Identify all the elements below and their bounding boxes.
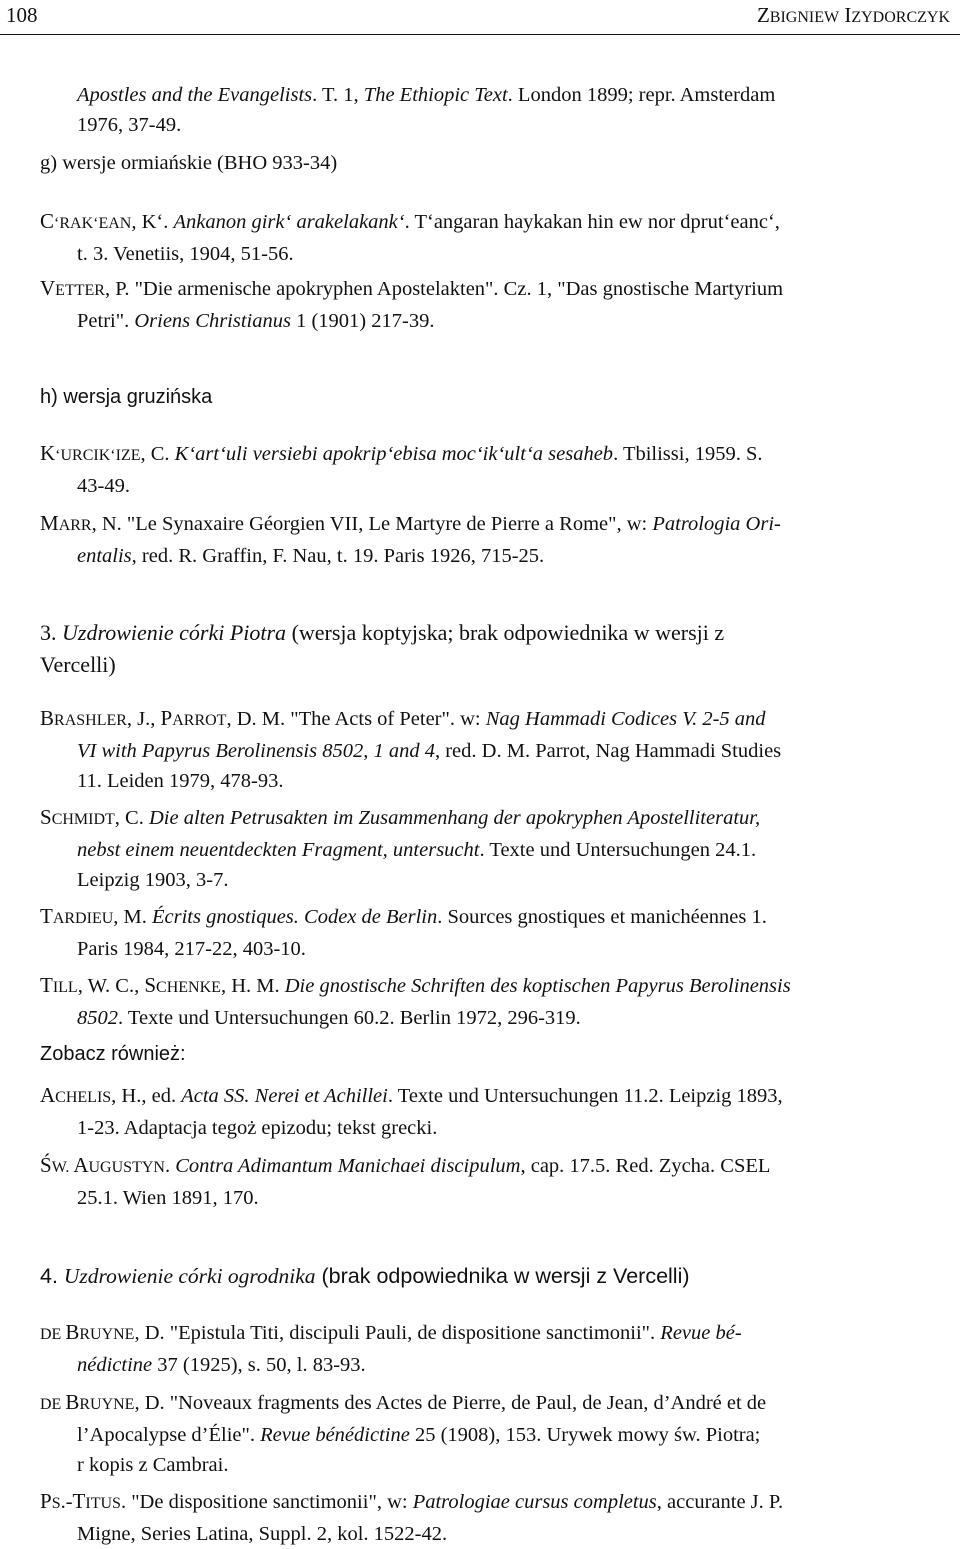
see-also-label: Zobacz również: [40, 1043, 186, 1065]
section-h-heading: h) wersja gruzińska [40, 386, 213, 408]
apostles-line-1: Apostles and the Evangelists. T. 1, The Ethiopic Text. London 1899; repr. Amsterdam [77, 84, 776, 106]
bib-entry-crakean: C‘RAK‘EAN, K‘. Ankanon girk‘ arakelakank‘. T‘angaran haykakan hin ew nor dprut‘eanc‘, t. 3. Venetiis, 1904, 51-56. [40, 209, 780, 265]
bib-entry-pseudo-titus: PS.-TITUS. "De dispositione sanctimonii", w: Patrologiae cursus completus, accurante J. P. Migne, Series Latina, Suppl. 2, kol. 1522-42. [40, 1489, 784, 1545]
bib-entry-tardieu: TARDIEU, M. Écrits gnostiques. Codex de Berlin. Sources gnostiques et manichéennes 1. Paris 1984, 217-22, 403-10. [40, 904, 767, 960]
apostles-line-2: 1976, 37-49. [77, 114, 182, 136]
bib-entry-augustyn: ŚW. AUGUSTYN. Contra Adimantum Manichaei discipulum, cap. 17.5. Red. Zycha. CSEL 25.1. Wien 1891, 170. [40, 1153, 771, 1209]
bib-entry-debruyne-1: DE BRUYNE, D. "Epistula Titi, discipuli Pauli, de dispositione sanctimonii". Revue bé- nédictine 37 (1925), s. 50, l. 83-93. [40, 1320, 742, 1376]
apostles-entry-continuation [77, 80, 954, 140]
running-author: ZBIGNIEW IZYDORCZYK [756, 3, 950, 27]
page-number: 108 [6, 3, 38, 27]
section-g-heading: g) wersje ormiańskie (BHO 933-34) [40, 152, 338, 174]
bib-entry-schmidt: SCHMIDT, C. Die alten Petrusakten im Zusammenhang der apokryphen Apostelliteratur, nebst einem neuentdeckten Fragment, untersucht. Texte und Untersuchungen 24.1. Leipzig 1903, 3-7. [40, 805, 761, 891]
bib-entry-vetter: VETTER, P. "Die armenische apokryphen Apostelakten". Cz. 1, "Das gnostische Martyrium Petri". Oriens Christianus 1 (1901) 217-39. [40, 276, 784, 332]
section-3-heading: 3. Uzdrowienie córki Piotra (wersja koptyjska; brak odpowiednika w wersji z Vercelli) [40, 620, 725, 677]
bib-entry-achelis: ACHELIS, H., ed. Acta SS. Nerei et Achillei. Texte und Untersuchungen 11.2. Leipzig 1893, 1-23. Adaptacja tegoż epizodu; tekst grecki. [40, 1083, 783, 1139]
page-header [0, 0, 960, 35]
section-4-heading: 4. Uzdrowienie córki ogrodnika (brak odpowiednika w wersji z Vercelli) [40, 1264, 690, 1288]
bib-entry-till: TILL, W. C., SCHENKE, H. M. Die gnostische Schriften des koptischen Papyrus Berolinensis 8502. Texte und Untersuchungen 60.2. Berlin 1972, 296-319. [40, 973, 791, 1029]
bib-entry-brashler: BRASHLER, J., PARROT, D. M. "The Acts of Peter". w: Nag Hammadi Codices V. 2-5 and VI with Papyrus Berolinensis 8502, 1 and 4, red. D. M. Parrot, Nag Hammadi Studies 11. Leiden 1979, 478-93. [40, 706, 782, 792]
bib-entry-kurcikize: K‘URCIK‘IZE, C. K‘art‘uli versiebi apokrip‘ebisa moc‘ik‘ult‘a sesaheb. Tbilissi, 1959. S. 43-49. [40, 441, 763, 497]
bib-entry-marr: MARR, N. "Le Synaxaire Géorgien VII, Le Martyre de Pierre a Rome", w: Patrologia Ori- entalis, red. R. Graffin, F. Nau, t. 19. Paris 1926, 715-25. [40, 511, 781, 567]
bib-entry-debruyne-2: DE BRUYNE, D. "Noveaux fragments des Actes de Pierre, de Paul, de Jean, d’André et de l’Apocalypse d’Élie". Revue bénédictine 25 (1908), 153. Urywek mowy św. Piotra; r kopis z Cambrai. [40, 1390, 767, 1476]
